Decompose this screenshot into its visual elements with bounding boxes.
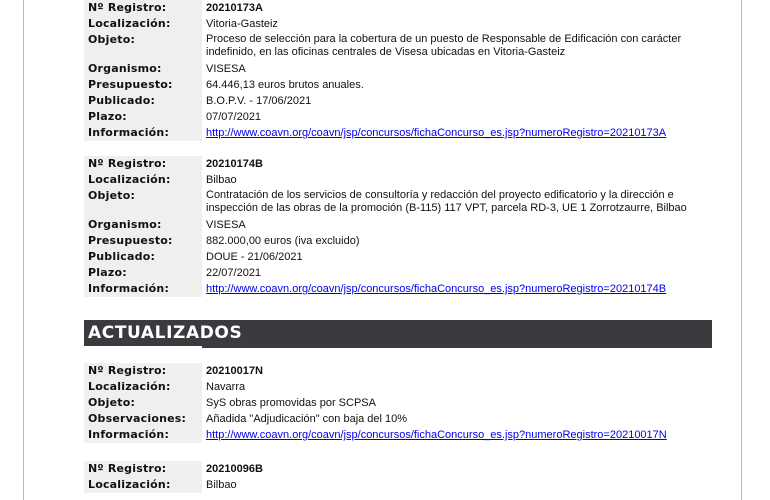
- publicado-row: [84, 93, 712, 109]
- registro-row: [84, 363, 712, 379]
- informacion-label: Información:: [84, 281, 202, 297]
- registro-value: 20210096B: [206, 463, 263, 475]
- publicado-value: B.O.P.V. - 17/06/2021: [206, 95, 312, 107]
- localizacion-value: Bilbao: [206, 479, 237, 491]
- registro-label: Nº Registro:: [84, 156, 202, 172]
- organismo-row: [84, 61, 712, 77]
- registro-value: 20210173A: [206, 2, 263, 14]
- presupuesto-value: 882.000,00 euros (iva excluido): [206, 235, 360, 247]
- localizacion-row: [84, 379, 712, 395]
- presupuesto-value: 64.446,13 euros brutos anuales.: [206, 79, 364, 91]
- objeto-value: Contratación de los servicios de consultoría y redacción del proyecto edificatorio y la dirección e inspección de las obras de la promoción (B-115) 117 VPT, parcela RD-3, UE 1 Zorrotzaurre, Bilbao: [206, 189, 687, 214]
- tender-record: [84, 156, 712, 297]
- objeto-label: Objeto:: [84, 32, 202, 61]
- registro-row: [84, 461, 712, 477]
- publicado-row: [84, 249, 712, 265]
- localizacion-value: Vitoria-Gasteiz: [206, 18, 278, 30]
- plazo-row: [84, 265, 712, 281]
- plazo-value: 22/07/2021: [206, 267, 262, 279]
- presupuesto-label: Presupuesto:: [84, 77, 202, 93]
- registro-value: 20210017N: [206, 365, 263, 377]
- objeto-value: SyS obras promovidas por SCPSA: [206, 397, 376, 409]
- objeto-value: Proceso de selección para la cobertura de un puesto de Responsable de Edificación con carácter indefinido, en las oficinas centrales de Visesa ubicadas en Vitoria-Gasteiz: [206, 33, 682, 58]
- presupuesto-row: [84, 77, 712, 93]
- tender-record: [84, 0, 712, 141]
- observaciones-label: Observaciones:: [84, 411, 202, 427]
- updated-record: [84, 461, 712, 493]
- publicado-label: Publicado:: [84, 93, 202, 109]
- info-link[interactable]: http://www.coavn.org/coavn/jsp/concursos/fichaConcurso_es.jsp?numeroRegistro=20210173A: [206, 127, 667, 139]
- informacion-row: [84, 125, 712, 141]
- info-link[interactable]: http://www.coavn.org/coavn/jsp/concursos/fichaConcurso_es.jsp?numeroRegistro=20210017N: [206, 429, 667, 441]
- page-border-right: [741, 0, 742, 500]
- localizacion-row: [84, 16, 712, 32]
- presupuesto-row: [84, 233, 712, 249]
- localizacion-label: Localización:: [84, 477, 202, 493]
- registro-value: 20210174B: [206, 158, 263, 170]
- registro-label: Nº Registro:: [84, 461, 202, 477]
- informacion-row: [84, 427, 712, 443]
- bulletin-content: [84, 0, 712, 493]
- organismo-label: Organismo:: [84, 61, 202, 77]
- objeto-label: Objeto:: [84, 188, 202, 217]
- localizacion-row: [84, 172, 712, 188]
- localizacion-row: [84, 477, 712, 493]
- section-title: ACTUALIZADOS: [88, 323, 243, 343]
- informacion-row: [84, 281, 712, 297]
- registro-row: [84, 156, 712, 172]
- localizacion-value: Navarra: [206, 381, 246, 393]
- page-border-left: [23, 0, 24, 500]
- organismo-label: Organismo:: [84, 217, 202, 233]
- localizacion-value: Bilbao: [206, 174, 237, 186]
- observaciones-value: Añadida "Adjudicación" con baja del 10%: [206, 413, 408, 425]
- registro-label: Nº Registro:: [84, 0, 202, 16]
- objeto-row: [84, 395, 712, 411]
- plazo-label: Plazo:: [84, 265, 202, 281]
- info-link[interactable]: http://www.coavn.org/coavn/jsp/concursos/fichaConcurso_es.jsp?numeroRegistro=20210174B: [206, 283, 667, 295]
- observaciones-row: [84, 411, 712, 427]
- localizacion-label: Localización:: [84, 172, 202, 188]
- section-header-actualizados: [84, 320, 712, 348]
- presupuesto-label: Presupuesto:: [84, 233, 202, 249]
- registro-row: [84, 0, 712, 16]
- localizacion-label: Localización:: [84, 379, 202, 395]
- objeto-label: Objeto:: [84, 395, 202, 411]
- plazo-value: 07/07/2021: [206, 111, 262, 123]
- organismo-value: VISESA: [206, 219, 246, 231]
- organismo-row: [84, 217, 712, 233]
- informacion-label: Información:: [84, 125, 202, 141]
- localizacion-label: Localización:: [84, 16, 202, 32]
- publicado-label: Publicado:: [84, 249, 202, 265]
- registro-label: Nº Registro:: [84, 363, 202, 379]
- organismo-value: VISESA: [206, 63, 246, 75]
- objeto-row: [84, 32, 712, 61]
- updated-record: [84, 363, 712, 443]
- plazo-label: Plazo:: [84, 109, 202, 125]
- plazo-row: [84, 109, 712, 125]
- informacion-label: Información:: [84, 427, 202, 443]
- publicado-value: DOUE - 21/06/2021: [206, 251, 303, 263]
- objeto-row: [84, 188, 712, 217]
